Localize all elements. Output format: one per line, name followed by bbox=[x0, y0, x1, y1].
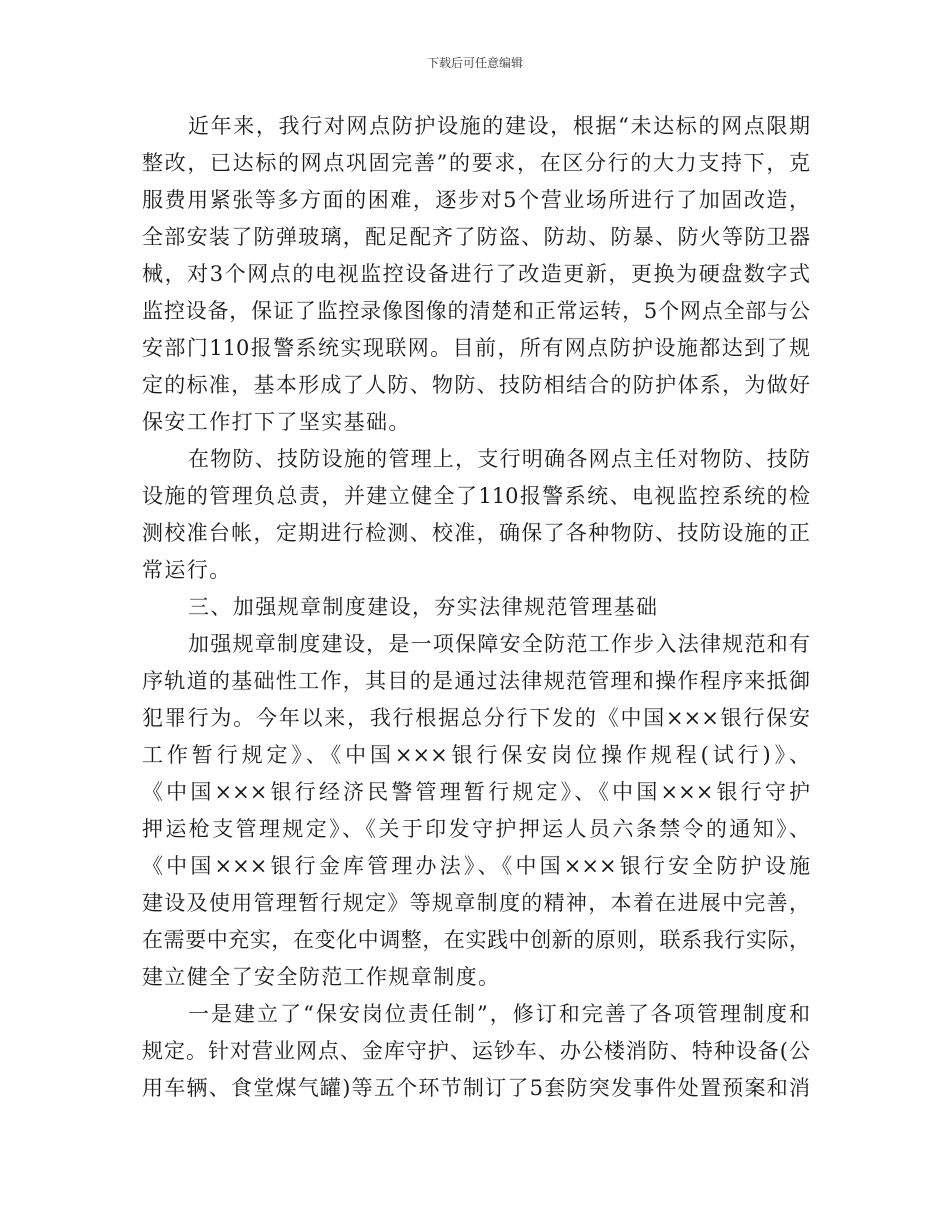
text-line: 安部门110报警系统实现联网。目前，所有网点防护设施都达到了规 bbox=[142, 336, 810, 360]
page-header: 下载后可任意编辑 bbox=[426, 56, 523, 70]
text-line: 规定。针对营业网点、金库守护、运钞车、办公楼消防、特种设备(公 bbox=[142, 1039, 810, 1063]
text-line: 用车辆、食堂煤气罐)等五个环节制订了5套防突发事件处置预案和消 bbox=[142, 1076, 810, 1100]
text-line: 犯罪行为。今年以来，我行根据总分行下发的《中国×××银行保安 bbox=[142, 706, 810, 730]
text-line: 在物防、技防设施的管理上，支行明确各网点主任对物防、技防 bbox=[188, 447, 810, 471]
text-line: 全部安装了防弹玻璃，配足配齐了防盗、防劫、防暴、防火等防卫器 bbox=[142, 225, 810, 249]
text-line: 设施的管理负总责，并建立健全了110报警系统、电视监控系统的检 bbox=[142, 484, 810, 508]
text-line: 整改，已达标的网点巩固完善”的要求，在区分行的大力支持下，克 bbox=[142, 151, 810, 175]
text-line: 保安工作打下了坚实基础。 bbox=[142, 410, 411, 434]
text-line: 押运枪支管理规定》、《关于印发守护押运人员六条禁令的通知》、 bbox=[142, 817, 810, 841]
text-line: 《中国×××银行金库管理办法》、《中国×××银行安全防护设施 bbox=[142, 854, 810, 878]
text-line: 服费用紧张等多方面的困难，逐步对5个营业场所进行了加固改造， bbox=[142, 188, 810, 212]
text-line: 一是建立了“保安岗位责任制”，修订和完善了各项管理制度和 bbox=[188, 1002, 810, 1026]
text-line: 序轨道的基础性工作，其目的是通过法律规范管理和操作程序来抵御 bbox=[142, 669, 810, 693]
text-line: 三、加强规章制度建设，夯实法律规范管理基础 bbox=[188, 595, 659, 619]
text-line: 械，对3个网点的电视监控设备进行了改造更新，更换为硬盘数字式 bbox=[142, 262, 810, 286]
text-line: 建设及使用管理暂行规定》等规章制度的精神，本着在进展中完善， bbox=[142, 891, 810, 915]
text-line: 在需要中充实，在变化中调整，在实践中创新的原则，联系我行实际， bbox=[142, 928, 810, 952]
text-line: 测校准台帐，定期进行检测、校准，确保了各种物防、技防设施的正 bbox=[142, 521, 810, 545]
text-line: 定的标准，基本形成了人防、物防、技防相结合的防护体系，为做好 bbox=[142, 373, 810, 397]
text-line: 常运行。 bbox=[142, 558, 232, 582]
text-line: 工作暂行规定》、《中国×××银行保安岗位操作规程(试行)》、 bbox=[142, 743, 810, 767]
text-line: 《中国×××银行经济民警管理暂行规定》、《中国×××银行守护 bbox=[142, 780, 810, 804]
text-line: 监控设备，保证了监控录像图像的清楚和正常运转，5个网点全部与公 bbox=[142, 299, 810, 323]
document-body bbox=[142, 108, 810, 1107]
text-line: 建立健全了安全防范工作规章制度。 bbox=[142, 965, 501, 989]
text-line: 加强规章制度建设，是一项保障安全防范工作步入法律规范和有 bbox=[188, 632, 810, 656]
text-line: 近年来，我行对网点防护设施的建设，根据“未达标的网点限期 bbox=[188, 114, 810, 138]
